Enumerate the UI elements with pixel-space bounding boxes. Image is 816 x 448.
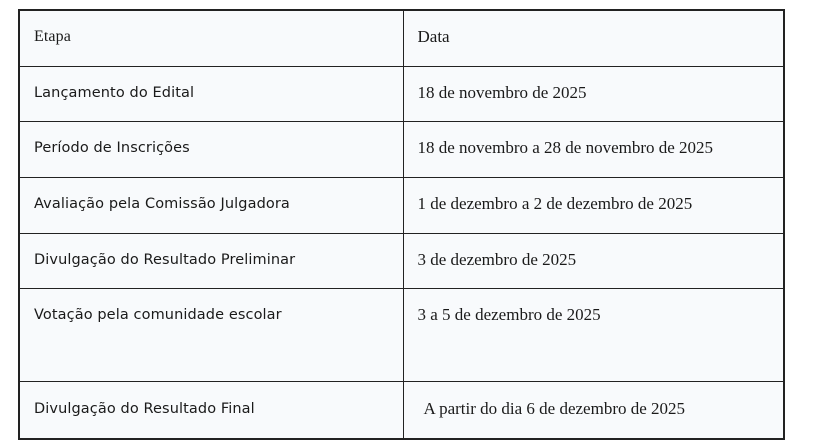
data-text: 18 de novembro a 28 de novembro de 2025 <box>417 138 714 158</box>
header-cell-etapa <box>20 11 403 66</box>
etapa-cell <box>20 289 403 382</box>
table-row <box>20 233 783 289</box>
table-header-row <box>20 11 783 66</box>
data-text: 1 de dezembro a 2 de dezembro de 2025 <box>417 194 693 214</box>
etapa-text: Avaliação pela Comissão Julgadora <box>34 196 290 213</box>
data-text: 18 de novembro de 2025 <box>417 82 587 102</box>
etapa-text: Divulgação do Resultado Final <box>34 401 255 418</box>
header-cell-data <box>403 11 783 66</box>
data-cell <box>403 178 783 234</box>
data-cell <box>403 289 783 382</box>
header-etapa-label: Etapa <box>34 28 71 45</box>
etapa-text: Período de Inscrições <box>34 140 190 157</box>
etapa-text: Divulgação do Resultado Preliminar <box>34 251 296 268</box>
etapa-cell <box>20 233 403 289</box>
data-cell <box>403 122 783 178</box>
table-row <box>20 382 783 438</box>
etapa-text: Lançamento do Edital <box>34 84 195 101</box>
table-row <box>20 178 783 234</box>
data-text: A partir do dia 6 de dezembro de 2025 <box>423 399 686 419</box>
data-cell <box>403 66 783 122</box>
data-text: 3 a 5 de dezembro de 2025 <box>417 305 601 325</box>
etapa-cell <box>20 66 403 122</box>
table-row <box>20 122 783 178</box>
table-row <box>20 289 783 382</box>
data-cell <box>403 382 783 438</box>
header-data-label: Data <box>417 27 450 46</box>
etapa-cell <box>20 382 403 438</box>
etapa-cell <box>20 178 403 234</box>
etapa-cell <box>20 122 403 178</box>
etapa-text: Votação pela comunidade escolar <box>34 307 282 324</box>
data-text: 3 de dezembro de 2025 <box>417 249 577 269</box>
schedule-table-grid <box>20 11 783 438</box>
table-row <box>20 66 783 122</box>
schedule-table <box>18 9 785 440</box>
data-cell <box>403 233 783 289</box>
